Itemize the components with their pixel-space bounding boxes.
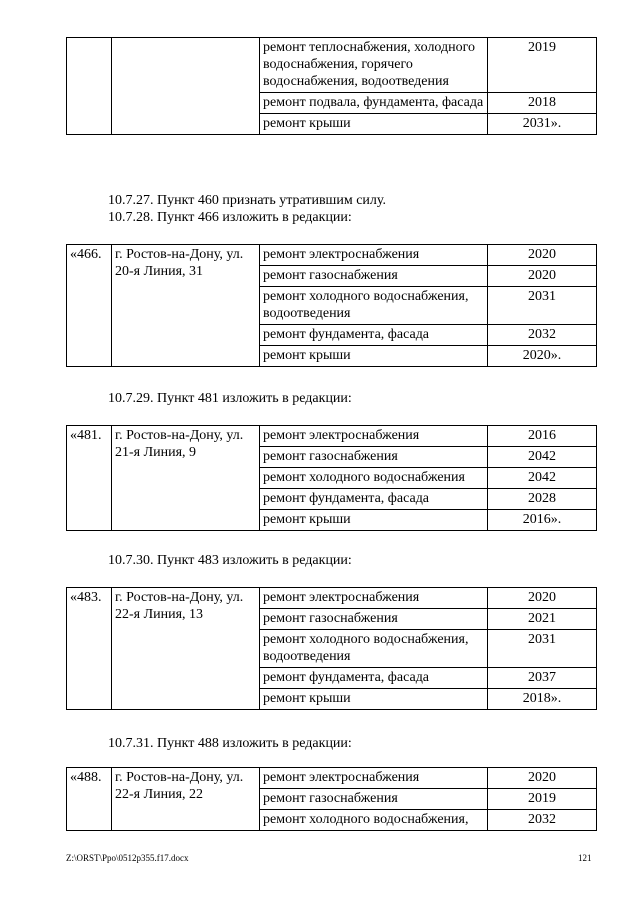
table-item-481 (66, 425, 597, 531)
item-address: г. Ростов-на-Дону, ул. 22-я Линия, 22 (112, 768, 260, 831)
year-cell: 2020 (488, 588, 597, 609)
work-cell: ремонт холодного водоснабжения (260, 468, 488, 489)
table-item-483 (66, 587, 597, 710)
item-number: «488. (67, 768, 112, 831)
paragraph-10-7-29: 10.7.29. Пункт 481 изложить в редакции: (108, 391, 352, 406)
year-cell: 2019 (488, 38, 597, 93)
work-cell: ремонт газоснабжения (260, 609, 488, 630)
item-number: «483. (67, 588, 112, 710)
table-row (67, 426, 597, 447)
year-cell: 2020 (488, 266, 597, 287)
year-cell: 2018». (488, 689, 597, 710)
year-cell: 2032 (488, 810, 597, 831)
work-cell: ремонт холодного водоснабжения, водоотведения (260, 287, 488, 325)
work-cell: ремонт крыши (260, 689, 488, 710)
footer-page-number: 121 (578, 853, 592, 863)
paragraph-10-7-28: 10.7.28. Пункт 466 изложить в редакции: (108, 210, 352, 225)
year-cell: 2032 (488, 325, 597, 346)
table-row (67, 245, 597, 266)
work-cell: ремонт фундамента, фасада (260, 489, 488, 510)
work-cell: ремонт электроснабжения (260, 588, 488, 609)
year-cell: 2020 (488, 768, 597, 789)
work-cell: ремонт газоснабжения (260, 789, 488, 810)
work-cell: ремонт электроснабжения (260, 426, 488, 447)
year-cell: 2031 (488, 287, 597, 325)
work-cell: ремонт теплоснабжения, холодного водоснабжения, горячего водоснабжения, водоотведения (260, 38, 488, 93)
table-row (67, 768, 597, 789)
paragraph-10-7-27: 10.7.27. Пункт 460 признать утратившим силу. (108, 193, 386, 208)
year-cell: 2016». (488, 510, 597, 531)
year-cell: 2042 (488, 447, 597, 468)
year-cell: 2031». (488, 114, 597, 135)
year-cell: 2016 (488, 426, 597, 447)
table-row (67, 588, 597, 609)
work-cell: ремонт фундамента, фасада (260, 668, 488, 689)
item-number: «466. (67, 245, 112, 367)
footer-file-path: Z:\ORST\Ppo\0512p355.f17.docx (66, 853, 189, 863)
work-cell: ремонт холодного водоснабжения, (260, 810, 488, 831)
work-cell: ремонт газоснабжения (260, 447, 488, 468)
item-address: г. Ростов-на-Дону, ул. 20-я Линия, 31 (112, 245, 260, 367)
table-row (67, 38, 597, 93)
work-cell: ремонт холодного водоснабжения, водоотведения (260, 630, 488, 668)
year-cell: 2028 (488, 489, 597, 510)
year-cell: 2031 (488, 630, 597, 668)
work-cell: ремонт крыши (260, 346, 488, 367)
year-cell: 2019 (488, 789, 597, 810)
year-cell: 2018 (488, 93, 597, 114)
work-cell: ремонт фундамента, фасада (260, 325, 488, 346)
year-cell: 2020 (488, 245, 597, 266)
item-address: г. Ростов-на-Дону, ул. 22-я Линия, 13 (112, 588, 260, 710)
item-number: «481. (67, 426, 112, 531)
work-cell: ремонт крыши (260, 510, 488, 531)
item-address: г. Ростов-на-Дону, ул. 21-я Линия, 9 (112, 426, 260, 531)
work-cell: ремонт газоснабжения (260, 266, 488, 287)
paragraph-10-7-31: 10.7.31. Пункт 488 изложить в редакции: (108, 736, 352, 751)
table-item-488 (66, 767, 597, 831)
number-cell (67, 38, 112, 135)
year-cell: 2020». (488, 346, 597, 367)
table-top-continuation (66, 37, 597, 135)
year-cell: 2037 (488, 668, 597, 689)
year-cell: 2042 (488, 468, 597, 489)
work-cell: ремонт электроснабжения (260, 245, 488, 266)
work-cell: ремонт электроснабжения (260, 768, 488, 789)
table-item-466 (66, 244, 597, 367)
work-cell: ремонт подвала, фундамента, фасада (260, 93, 488, 114)
work-cell: ремонт крыши (260, 114, 488, 135)
year-cell: 2021 (488, 609, 597, 630)
address-cell (112, 38, 260, 135)
paragraph-10-7-30: 10.7.30. Пункт 483 изложить в редакции: (108, 553, 352, 568)
